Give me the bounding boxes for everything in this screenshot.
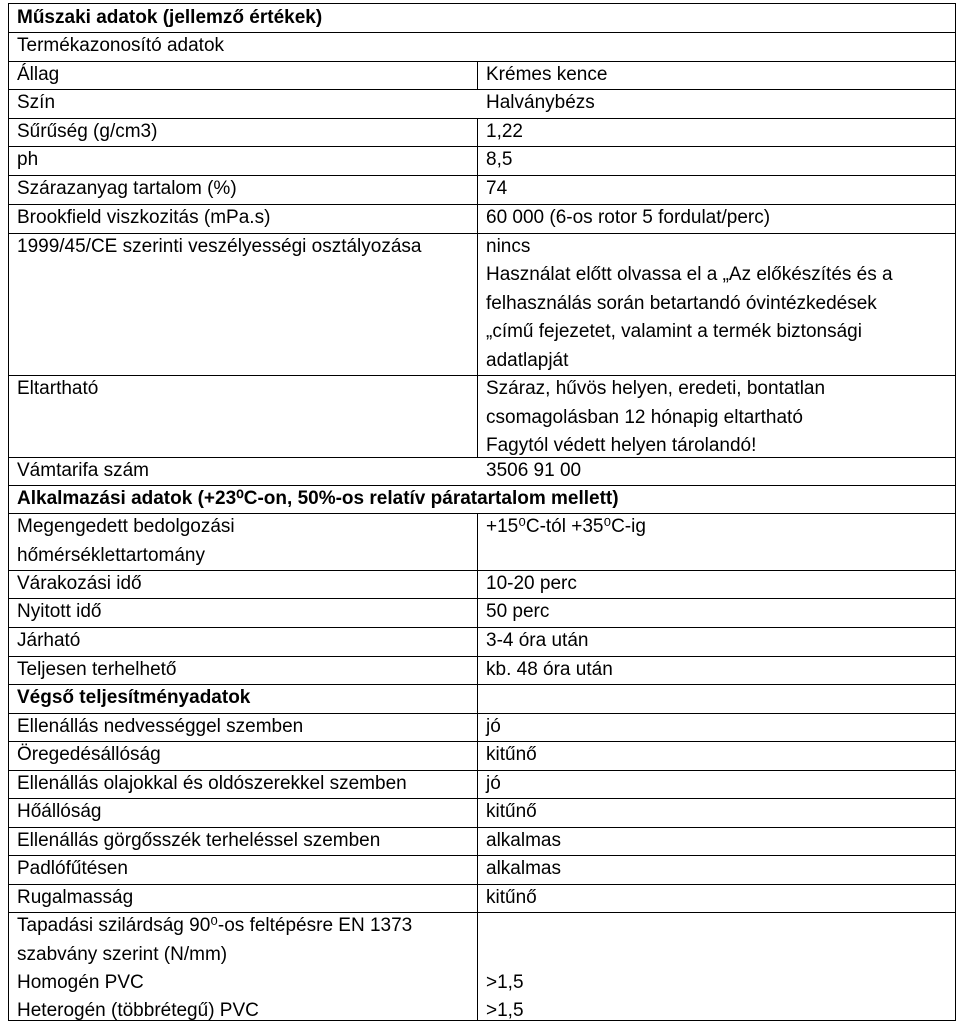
row-value-solids: 74 [486,178,508,199]
row-value-heterogeneous-pvc: >1,5 [486,1000,524,1021]
row-label-consistency: Állag [17,64,60,85]
row-value-heat: kitűnő [486,801,537,822]
row-label-storage: Eltartható [17,378,99,399]
row-value-homogeneous-pvc: >1,5 [486,972,524,993]
row-divider [9,61,955,62]
column-divider [477,118,478,457]
safety-note-line: adatlapját [486,349,569,371]
adhesion-heading-line: Tapadási szilárdság 90⁰-os feltépésre EN 1373 [17,915,413,936]
storage-info [486,375,825,461]
row-label-ph: ph [17,149,39,170]
row-label-oil-solvent: Ellenállás olajokkal és oldószerekkel szemben [17,773,407,794]
row-value-elasticity: kitűnő [486,887,537,908]
row-label-viscosity: Brookfield viszkozitás (mPa.s) [17,207,271,228]
performance-title: Végső teljesítményadatok [17,687,251,708]
safety-note-line: Használat előtt olvassa el a „Az előkészítés és a [486,264,893,285]
row-value-density: 1,22 [486,121,523,142]
technical-data-table [8,3,956,1021]
row-label-walkable: Járható [17,630,81,651]
adhesion-heading [17,912,412,969]
storage-line: csomagolásban 12 hónapig eltartható [486,406,803,428]
safety-note [486,261,893,375]
row-label-color: Szín [17,92,56,113]
row-label-hazard: 1999/45/CE szerinti veszélyességi osztályozása [17,236,422,257]
row-value-customs: 3506 91 00 [486,460,582,481]
row-label-density: Sűrűség (g/cm3) [17,121,158,142]
row-value-floor-heating: alkalmas [486,858,561,879]
temperature-label-line: hőmérséklettartomány [17,544,205,566]
product-id-heading: Termékazonosító adatok [17,35,225,56]
storage-line: Fagytól védett helyen tárolandó! [486,435,757,456]
row-value-castor-chair: alkalmas [486,830,561,851]
row-label-waiting-time: Várakozási idő [17,573,142,594]
temperature-label-line: Megengedett bedolgozási [17,516,235,537]
row-label-temperature [17,513,235,570]
row-value-oil-solvent: jó [486,773,501,794]
application-title: Alkalmazási adatok (+23⁰C-on, 50%-os relatív páratartalom mellett) [17,488,619,509]
column-divider [477,61,478,89]
row-value-waiting-time: 10-20 perc [486,573,577,594]
safety-note-line: felhasználás során betartandó óvintézkedések [486,292,877,314]
row-label-heat: Hőállóság [17,801,102,822]
row-value-hazard: nincs [486,236,531,257]
row-label-heterogeneous-pvc: Heterogén (többrétegű) PVC [17,1000,259,1021]
row-value-color: Halványbézs [486,92,595,113]
row-label-customs: Vámtarifa szám [17,460,149,481]
row-value-walkable: 3-4 óra után [486,630,589,651]
row-label-solids: Szárazanyag tartalom (%) [17,178,237,199]
row-label-homogeneous-pvc: Homogén PVC [17,972,144,993]
row-divider [9,598,955,599]
row-value-full-load: kb. 48 óra után [486,659,613,680]
row-value-consistency: Krémes kence [486,64,608,85]
technical-title: Műszaki adatok (jellemző értékek) [17,7,323,28]
column-divider [477,513,478,1021]
row-label-moisture: Ellenállás nedvességgel szemben [17,716,304,737]
row-divider [9,884,955,885]
row-label-elasticity: Rugalmasság [17,887,134,908]
row-value-moisture: jó [486,716,501,737]
row-divider [9,570,955,571]
row-value-temperature: +15⁰C-tól +35⁰C-ig [486,516,646,537]
row-value-open-time: 50 perc [486,601,550,622]
row-label-floor-heating: Padlófűtésen [17,858,128,879]
adhesion-heading-line: szabvány szerint (N/mm) [17,943,228,965]
row-divider [9,627,955,628]
row-value-viscosity: 60 000 (6-os rotor 5 fordulat/perc) [486,207,771,228]
safety-note-line: „című fejezetet, valamint a termék biztonsági [486,321,862,342]
row-value-ph: 8,5 [486,149,513,170]
row-label-aging: Öregedésállóság [17,744,161,765]
row-value-aging: kitűnő [486,744,537,765]
storage-line: Száraz, hűvös helyen, eredeti, bontatlan [486,378,826,399]
row-label-full-load: Teljesen terhelhető [17,659,177,680]
row-label-open-time: Nyitott idő [17,601,102,622]
row-label-castor-chair: Ellenállás görgősszék terheléssel szemben [17,830,381,851]
row-divider [9,89,955,90]
